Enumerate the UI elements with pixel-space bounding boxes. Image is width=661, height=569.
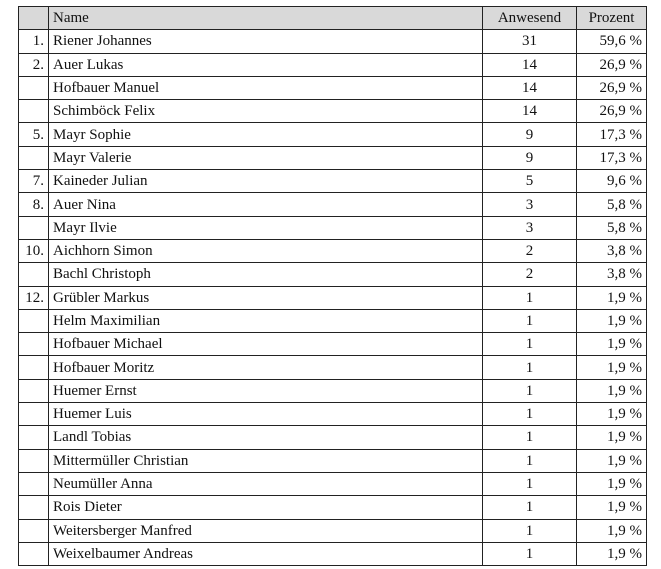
table-row [19,53,647,76]
name-cell: Kaineder Julian [49,170,483,193]
table-row [19,333,647,356]
percent-cell: 1,9 % [577,309,647,332]
header-name: Name [49,7,483,30]
present-cell: 1 [483,403,577,426]
percent-cell: 1,9 % [577,403,647,426]
name-cell: Weixelbaumer Andreas [49,542,483,565]
name-cell: Grübler Markus [49,286,483,309]
percent-cell: 5,8 % [577,193,647,216]
table-row [19,496,647,519]
present-cell: 1 [483,519,577,542]
rank-cell [19,472,49,495]
table-row [19,519,647,542]
table-row [19,472,647,495]
name-cell: Hofbauer Manuel [49,76,483,99]
rank-cell: 10. [19,239,49,262]
rank-cell: 12. [19,286,49,309]
present-cell: 5 [483,170,577,193]
present-cell: 1 [483,542,577,565]
percent-cell: 3,8 % [577,263,647,286]
rank-cell [19,519,49,542]
name-cell: Aichhorn Simon [49,239,483,262]
present-cell: 2 [483,239,577,262]
rank-cell [19,496,49,519]
rank-cell [19,449,49,472]
percent-cell: 1,9 % [577,496,647,519]
name-cell: Mayr Ilvie [49,216,483,239]
percent-cell: 1,9 % [577,449,647,472]
percent-cell: 1,9 % [577,379,647,402]
rank-cell [19,542,49,565]
table-row [19,146,647,169]
percent-cell: 1,9 % [577,356,647,379]
table-header [19,7,647,30]
name-cell: Helm Maximilian [49,309,483,332]
rank-cell [19,216,49,239]
percent-cell: 17,3 % [577,146,647,169]
rank-cell [19,356,49,379]
name-cell: Huemer Luis [49,403,483,426]
rank-cell [19,76,49,99]
table-row [19,123,647,146]
name-cell: Auer Lukas [49,53,483,76]
table-row [19,286,647,309]
rank-cell [19,379,49,402]
present-cell: 1 [483,379,577,402]
percent-cell: 26,9 % [577,76,647,99]
name-cell: Huemer Ernst [49,379,483,402]
table-row [19,239,647,262]
present-cell: 14 [483,100,577,123]
name-cell: Landl Tobias [49,426,483,449]
present-cell: 9 [483,123,577,146]
percent-cell: 1,9 % [577,472,647,495]
percent-cell: 26,9 % [577,100,647,123]
name-cell: Mayr Valerie [49,146,483,169]
present-cell: 9 [483,146,577,169]
rank-cell [19,333,49,356]
percent-cell: 1,9 % [577,542,647,565]
table-row [19,426,647,449]
rank-cell: 8. [19,193,49,216]
present-cell: 3 [483,216,577,239]
present-cell: 14 [483,53,577,76]
rank-cell: 5. [19,123,49,146]
table-row [19,76,647,99]
present-cell: 1 [483,356,577,379]
present-cell: 1 [483,309,577,332]
name-cell: Auer Nina [49,193,483,216]
name-cell: Rois Dieter [49,496,483,519]
table-row [19,30,647,53]
table-body [19,30,647,566]
name-cell: Riener Johannes [49,30,483,53]
name-cell: Weitersberger Manfred [49,519,483,542]
present-cell: 1 [483,286,577,309]
name-cell: Neumüller Anna [49,472,483,495]
table-row [19,403,647,426]
percent-cell: 5,8 % [577,216,647,239]
present-cell: 1 [483,449,577,472]
percent-cell: 1,9 % [577,519,647,542]
name-cell: Mayr Sophie [49,123,483,146]
rank-cell: 2. [19,53,49,76]
table-row [19,170,647,193]
rank-cell [19,100,49,123]
present-cell: 3 [483,193,577,216]
present-cell: 2 [483,263,577,286]
present-cell: 1 [483,333,577,356]
name-cell: Hofbauer Michael [49,333,483,356]
table-row [19,356,647,379]
rank-cell [19,403,49,426]
header-row [19,7,647,30]
rank-cell [19,426,49,449]
rank-cell: 1. [19,30,49,53]
header-percent: Prozent [577,7,647,30]
table-row [19,309,647,332]
rank-cell [19,309,49,332]
percent-cell: 9,6 % [577,170,647,193]
header-rank [19,7,49,30]
attendance-table [18,6,647,566]
present-cell: 1 [483,496,577,519]
rank-cell [19,263,49,286]
table-row [19,193,647,216]
present-cell: 31 [483,30,577,53]
percent-cell: 26,9 % [577,53,647,76]
percent-cell: 1,9 % [577,286,647,309]
percent-cell: 17,3 % [577,123,647,146]
table-row [19,542,647,565]
name-cell: Mittermüller Christian [49,449,483,472]
percent-cell: 1,9 % [577,426,647,449]
present-cell: 1 [483,426,577,449]
name-cell: Bachl Christoph [49,263,483,286]
table-row [19,449,647,472]
name-cell: Schimböck Felix [49,100,483,123]
percent-cell: 59,6 % [577,30,647,53]
table-row [19,263,647,286]
percent-cell: 1,9 % [577,333,647,356]
table-row [19,100,647,123]
present-cell: 1 [483,472,577,495]
table-row [19,379,647,402]
rank-cell [19,146,49,169]
header-present: Anwesend [483,7,577,30]
percent-cell: 3,8 % [577,239,647,262]
present-cell: 14 [483,76,577,99]
table-row [19,216,647,239]
rank-cell: 7. [19,170,49,193]
name-cell: Hofbauer Moritz [49,356,483,379]
